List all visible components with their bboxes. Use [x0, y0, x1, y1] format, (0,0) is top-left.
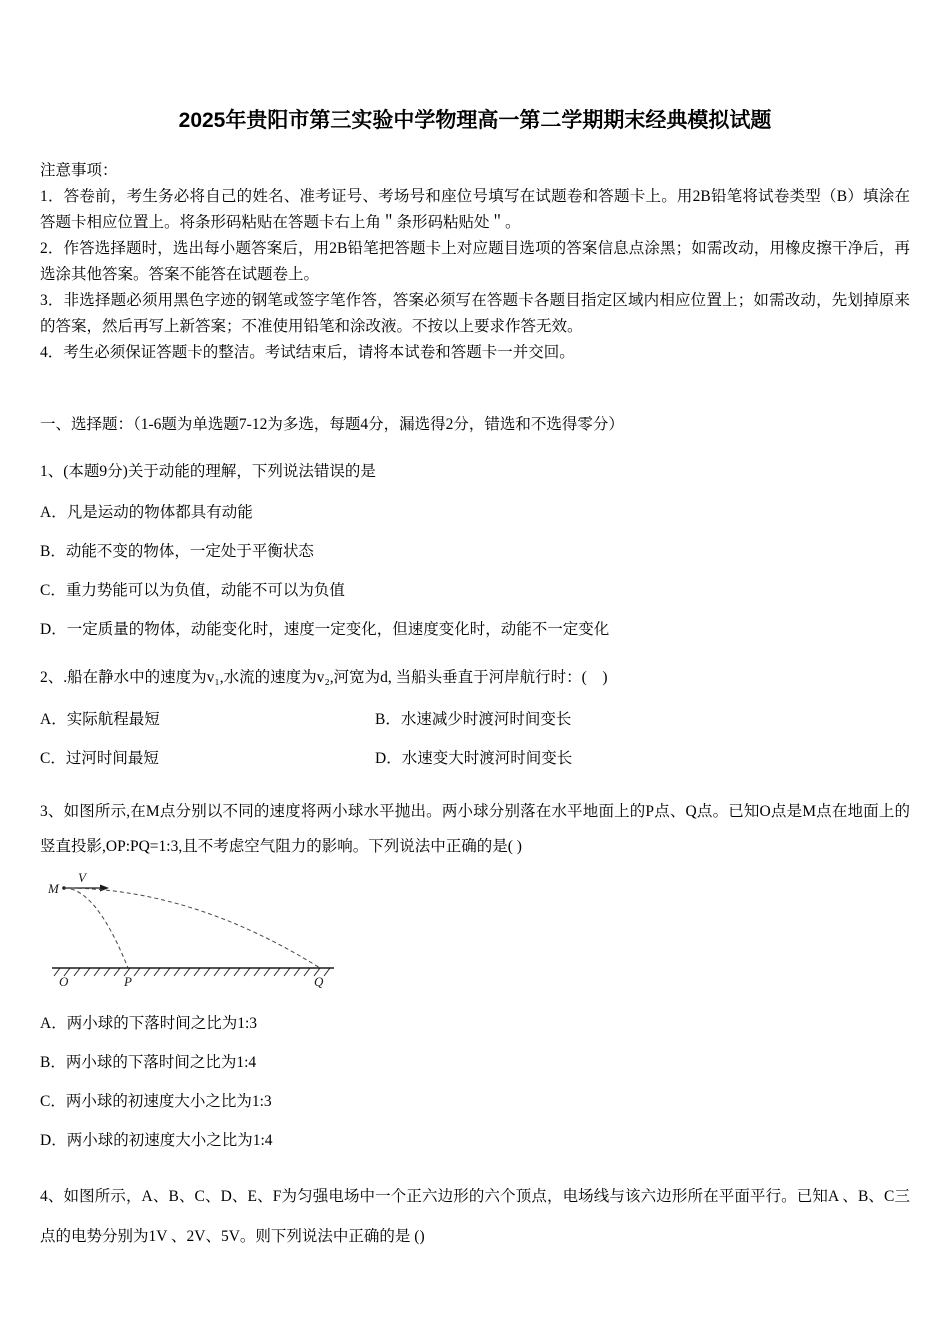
ground-hatching [54, 968, 330, 976]
question-2-option-d: D．水速变大时渡河时间变长 [375, 750, 573, 767]
section-header-choice-questions: 一、选择题：（1-6题为单选题7-12为多选，每题4分，漏选得2分，错选和不选得零分） [40, 416, 624, 433]
notice-section [40, 158, 910, 366]
question-2 [40, 666, 910, 768]
question-2-option-b: B．水速减少时渡河时间变长 [375, 711, 572, 728]
notice-item-3: 3．非选择题必须用黑色字迹的钢笔或签字笔作答，答案必须写在答题卡各题目指定区域内相应位置上；如需改动，先划掉原来的答案，然后再写上新答案；不准使用铅笔和涂改液。不按以上要求作答无效。 [40, 292, 910, 335]
question-1-option-b: B．动能不变的物体，一定处于平衡状态 [40, 543, 314, 560]
question-1-option-a: A．凡是运动的物体都具有动能 [40, 504, 253, 521]
label-o: O [59, 974, 69, 989]
page-title: 2025年贵阳市第三实验中学物理高一第二学期期末经典模拟试题 [178, 109, 772, 132]
notice-item-2: 2．作答选择题时，选出每小题答案后，用2B铅笔把答题卡上对应题目选项的答案信息点涂黑；如需改动，用橡皮擦干净后，再选涂其他答案。答案不能答在试题卷上。 [40, 240, 910, 283]
notice-item-4: 4．考生必须保证答题卡的整洁。考试结束后，请将本试卷和答题卡一并交回。 [40, 344, 575, 361]
question-3-figure-container [42, 872, 910, 995]
notice-heading: 注意事项： [40, 162, 118, 179]
label-m: M [48, 881, 59, 896]
label-p: P [124, 974, 132, 989]
question-1 [40, 460, 910, 640]
question-3-stem: 3、如图所示,在M点分别以不同的速度将两小球水平抛出。两小球分别落在水平地面上的P点、Q点。已知O点是M点在地面上的竖直投影,OP:PQ=1:3,且不考虑空气阻力的影响。下列说法中正确的是( ) [40, 803, 910, 855]
label-q: Q [314, 974, 324, 989]
question-1-option-c: C．重力势能可以为负值，动能不可以为负值 [40, 582, 345, 599]
question-4 [40, 1177, 910, 1257]
question-1-option-d: D．一定质量的物体，动能变化时，速度一定变化，但速度变化时，动能不一定变化 [40, 621, 610, 638]
question-2-options-row-2 [40, 746, 910, 768]
question-3-option-b: B．两小球的下落时间之比为1:4 [40, 1054, 257, 1071]
trajectory-to-q [64, 888, 320, 968]
question-2-option-a: A．实际航程最短 [40, 711, 160, 728]
question-3-option-d: D．两小球的初速度大小之比为1:4 [40, 1132, 273, 1149]
label-v: V [78, 872, 86, 885]
question-2-option-c: C．过河时间最短 [40, 750, 159, 767]
projectile-motion-figure [42, 872, 342, 990]
question-2-stem: 2、.船在静水中的速度为v₁,水流的速度为v₂,河宽为d, 当船头垂直于河岸航行时：( ) [40, 669, 608, 686]
question-2-options-row-1 [40, 707, 910, 729]
question-3-option-a: A．两小球的下落时间之比为1:3 [40, 1015, 258, 1032]
question-1-stem: 1、(本题9分)关于动能的理解，下列说法错误的是 [40, 463, 376, 480]
trajectory-to-p [64, 888, 128, 968]
question-3 [40, 794, 910, 1151]
notice-item-1: 1．答卷前，考生务必将自己的姓名、准考证号、考场号和座位号填写在试题卷和答题卡上。用2B铅笔将试卷类型（B）填涂在答题卡相应位置上。将条形码粘贴在答题卡右上角＂条形码粘贴处＂。 [40, 188, 910, 231]
question-4-stem: 4、如图所示，A、B、C、D、E、F为匀强电场中一个正六边形的六个顶点，电场线与该六边形所在平面平行。已知A 、B、C三点的电势分别为1V 、2V、5V。则下列说法中正确的是 () [40, 1188, 910, 1245]
question-3-option-c: C．两小球的初速度大小之比为1:3 [40, 1093, 272, 1110]
